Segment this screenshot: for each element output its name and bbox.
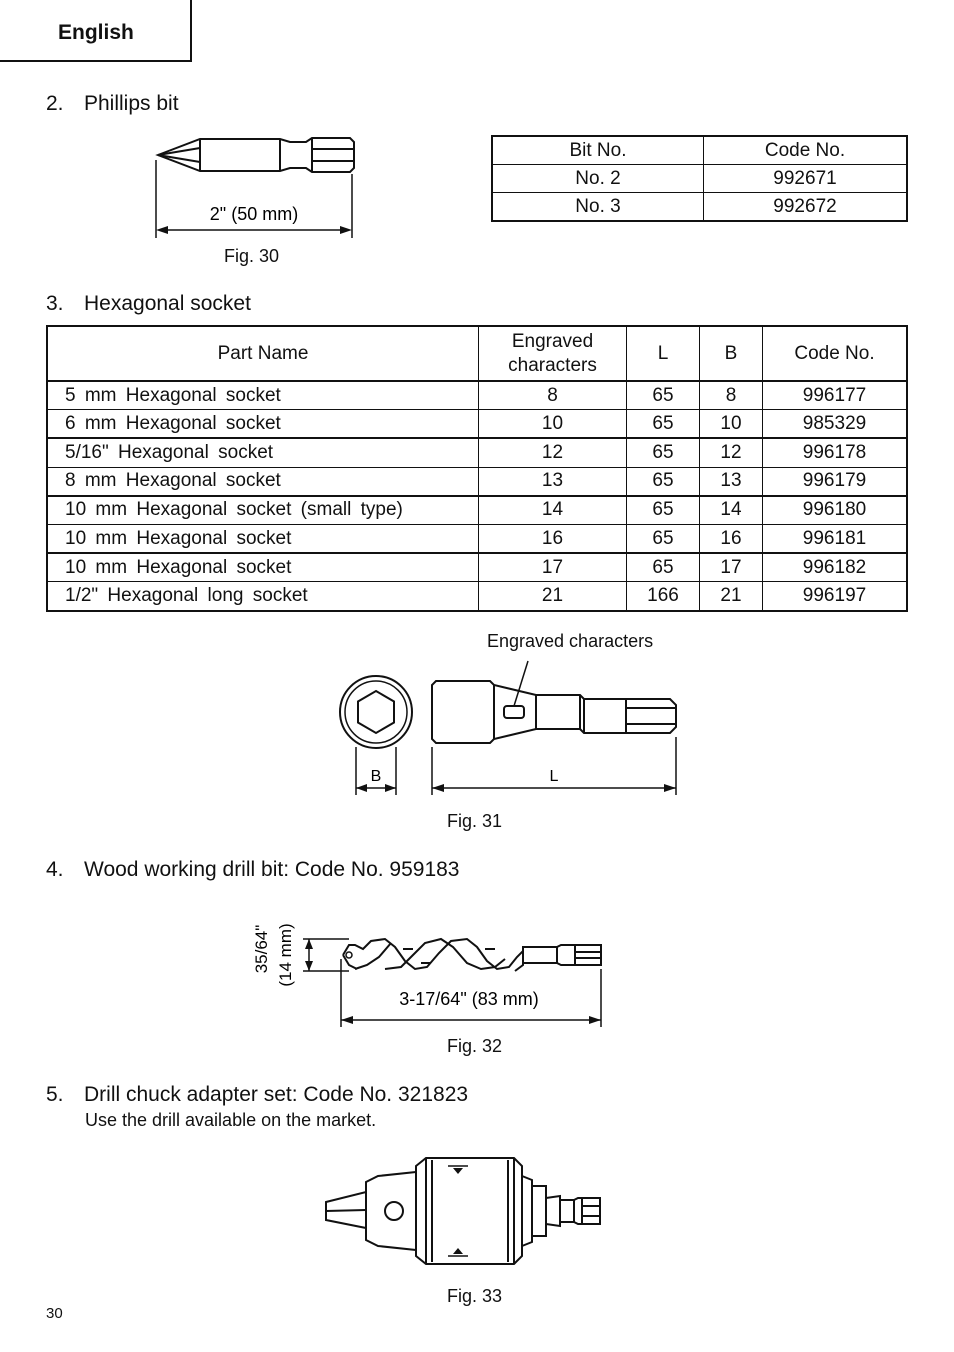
drill-chuck-drawing <box>320 1152 610 1274</box>
section-hex-heading <box>46 292 251 316</box>
b-cell: 21 <box>700 582 763 611</box>
l-cell: 65 <box>627 467 700 496</box>
section-wood-heading <box>46 858 460 882</box>
bit-no-cell: No. 3 <box>492 193 704 222</box>
engraved-cell: 8 <box>479 381 627 410</box>
language-tab <box>0 0 192 62</box>
b-cell: 17 <box>700 553 763 582</box>
phillips-bit-drawing <box>140 128 370 243</box>
fig-33-caption: Fig. 33 <box>447 1286 503 1306</box>
section-number: 5. <box>46 1083 64 1106</box>
wood-diameter-label-1: 35/64" <box>252 924 271 974</box>
code-no-cell: 996181 <box>763 524 908 553</box>
section-title: Drill chuck adapter set: Code No. 321823 <box>84 1083 469 1106</box>
table-row <box>492 165 907 193</box>
engraved-cell: 13 <box>479 467 627 496</box>
engraved-cell: 12 <box>479 438 627 467</box>
table-row <box>47 438 907 467</box>
socket-table-header: B <box>700 326 763 381</box>
fig-32-caption: Fig. 32 <box>447 1036 503 1056</box>
l-cell: 65 <box>627 410 700 439</box>
code-no-cell: 996179 <box>763 467 908 496</box>
table-row <box>47 467 907 496</box>
socket-table-header: Code No. <box>763 326 908 381</box>
section-title: Phillips bit <box>84 92 179 115</box>
table-row <box>47 582 907 611</box>
engraved-cell: 21 <box>479 582 627 611</box>
page-number: 30 <box>46 1305 63 1322</box>
l-cell: 65 <box>627 553 700 582</box>
fig-30-caption: Fig. 30 <box>224 246 280 266</box>
label-l: L <box>549 768 559 785</box>
code-no-cell: 996197 <box>763 582 908 611</box>
bit-table-header: Code No. <box>704 136 908 165</box>
l-cell: 166 <box>627 582 700 611</box>
socket-table-header: L <box>627 326 700 381</box>
part-name-cell: 6 mm Hexagonal socket <box>47 410 479 439</box>
header-engraved-line2: characters <box>508 354 597 376</box>
table-row <box>47 524 907 553</box>
socket-table-header-engraved <box>479 326 627 381</box>
section-title: Wood working drill bit: Code No. 959183 <box>84 858 460 881</box>
b-cell: 13 <box>700 467 763 496</box>
engraved-cell: 17 <box>479 553 627 582</box>
section-number: 2. <box>46 92 64 115</box>
code-no-cell: 992672 <box>704 193 908 222</box>
table-row <box>47 410 907 439</box>
engraved-characters-callout: Engraved characters <box>487 631 654 651</box>
b-cell: 14 <box>700 496 763 525</box>
header-engraved-line1: Engraved <box>511 330 594 352</box>
part-name-cell: 10 mm Hexagonal socket <box>47 524 479 553</box>
part-name-cell: 10 mm Hexagonal socket (small type) <box>47 496 479 525</box>
code-no-cell: 996182 <box>763 553 908 582</box>
engraved-cell: 14 <box>479 496 627 525</box>
section-chuck-heading <box>46 1083 468 1107</box>
label-b: B <box>370 768 382 785</box>
socket-table <box>46 325 908 612</box>
table-row <box>47 381 907 410</box>
b-cell: 8 <box>700 381 763 410</box>
phillips-dimension-label: 2" (50 mm) <box>209 204 299 224</box>
bit-no-cell: No. 2 <box>492 165 704 193</box>
code-no-cell: 992671 <box>704 165 908 193</box>
section-title: Hexagonal socket <box>84 292 251 315</box>
part-name-cell: 8 mm Hexagonal socket <box>47 467 479 496</box>
b-cell: 10 <box>700 410 763 439</box>
engraved-cell: 10 <box>479 410 627 439</box>
language-label: English <box>58 21 134 44</box>
bit-table <box>491 135 908 222</box>
b-cell: 12 <box>700 438 763 467</box>
table-row <box>47 553 907 582</box>
b-cell: 16 <box>700 524 763 553</box>
wood-drill-bit-drawing <box>245 905 610 1030</box>
code-no-cell: 996180 <box>763 496 908 525</box>
code-no-cell: 985329 <box>763 410 908 439</box>
section-chuck-note: Use the drill available on the market. <box>85 1110 377 1130</box>
l-cell: 65 <box>627 496 700 525</box>
section-phillips-heading <box>46 92 179 116</box>
engraved-cell: 16 <box>479 524 627 553</box>
part-name-cell: 10 mm Hexagonal socket <box>47 553 479 582</box>
table-row <box>492 193 907 222</box>
code-no-cell: 996178 <box>763 438 908 467</box>
l-cell: 65 <box>627 438 700 467</box>
code-no-cell: 996177 <box>763 381 908 410</box>
fig-31-caption: Fig. 31 <box>447 811 503 831</box>
wood-diameter-label-2: (14 mm) <box>276 923 295 987</box>
bit-table-header: Bit No. <box>492 136 704 165</box>
section-number: 3. <box>46 292 64 315</box>
section-number: 4. <box>46 858 64 881</box>
hex-socket-drawing <box>330 655 690 800</box>
part-name-cell: 1/2" Hexagonal long socket <box>47 582 479 611</box>
l-cell: 65 <box>627 524 700 553</box>
part-name-cell: 5 mm Hexagonal socket <box>47 381 479 410</box>
socket-table-header: Part Name <box>47 326 479 381</box>
wood-length-label: 3-17/64" (83 mm) <box>399 989 539 1009</box>
part-name-cell: 5/16" Hexagonal socket <box>47 438 479 467</box>
l-cell: 65 <box>627 381 700 410</box>
table-row <box>47 496 907 525</box>
